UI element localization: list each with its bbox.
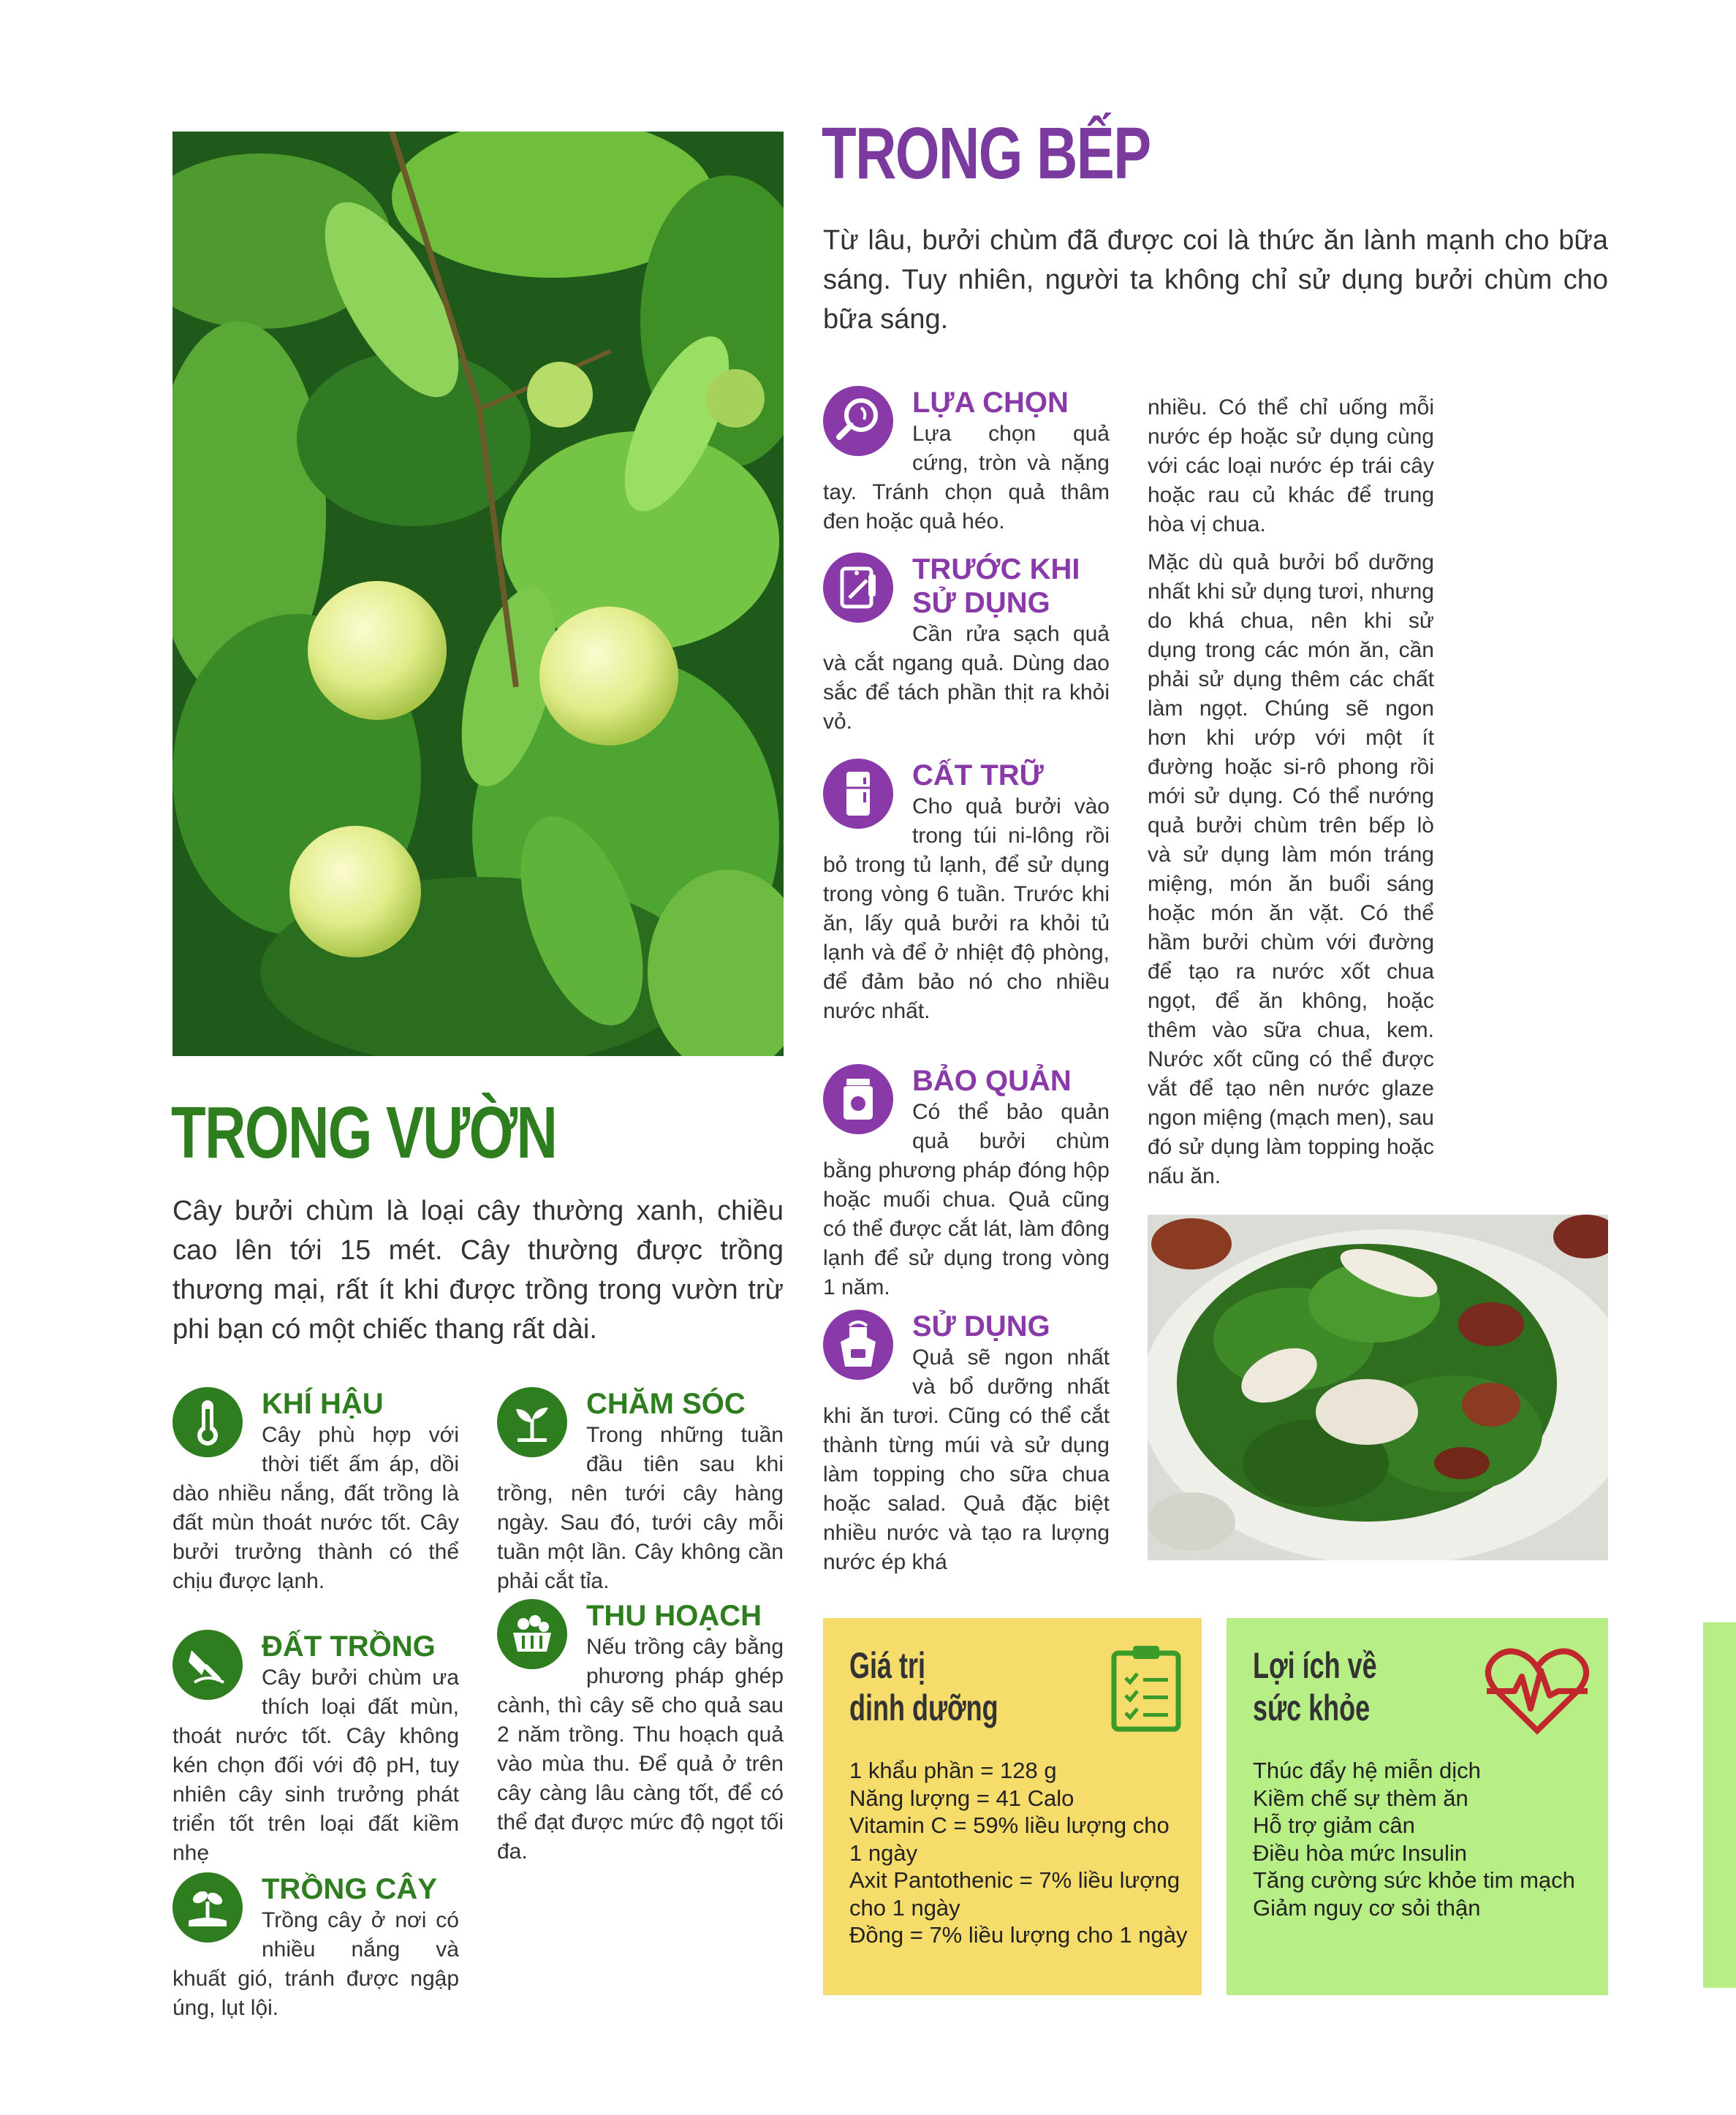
grapefruit-salad-photo xyxy=(1148,1215,1608,1560)
garden-section-text: Cây bưởi chùm ưa thích loại đất mùn, thoát nước tốt. Cây không kén chọn đối với độ pH, tuy nhiên cây sinh trưởng phát triển tốt trên loại đất kiềm nhẹ xyxy=(173,1666,459,1865)
garden-section-text: Trồng cây ở nơi có nhiều nắng và khuất gió, tránh được ngập úng, lụt lội. xyxy=(173,1908,459,2020)
kitchen-section-text: Cần rửa sạch quả và cắt ngang quả. Dùng dao sắc để tách phần thịt ra khỏi vỏ. xyxy=(823,622,1110,734)
nutrition-title-line2: dinh dưỡng xyxy=(849,1687,998,1728)
health-line: Điều hòa mức Insulin xyxy=(1253,1839,1468,1866)
health-line: Thúc đẩy hệ miễn dịch xyxy=(1253,1758,1481,1783)
kitchen-intro: Từ lâu, bưởi chùm đã được coi là thức ăn lành mạnh cho bữa sáng. Tuy nhiên, người ta không chỉ sử dụng bưởi chùm cho bữa sáng. xyxy=(823,225,1608,335)
nutrition-lines xyxy=(849,1757,1193,1949)
health-box xyxy=(1227,1618,1608,1995)
health-title-line2: sức khỏe xyxy=(1253,1687,1371,1728)
health-line: Tăng cường sức khỏe tim mạch xyxy=(1253,1867,1575,1893)
magnifier-icon xyxy=(823,386,905,468)
kitchen-section-storage xyxy=(823,759,1110,1026)
garden-section-title: THU HOẠCH xyxy=(586,1600,762,1632)
heart-pulse-icon xyxy=(1482,1644,1592,1743)
kitchen-section-title: LỰA CHỌN xyxy=(912,387,1069,419)
kitchen-section-text: Quả sẽ ngon nhất và bổ dưỡng nhất khi ăn tươi. Cũng có thể cắt thành từng múi và sử dụng làm topping cho sữa chua hoặc salad. Quả đặc biệt nhiều nước và tạo ra lượng nước ép khá xyxy=(823,1345,1110,1574)
health-line: Kiềm chế sự thèm ăn xyxy=(1253,1785,1468,1811)
thermometer-icon xyxy=(173,1387,254,1469)
kitchen-continued-text-1: nhiều. Có thể chỉ uống mỗi nước ép hoặc sử dụng cùng với các loại nước ép trái cây hoặc rau củ khác để trung hòa vị chua. xyxy=(1148,395,1434,536)
nutrition-line: 1 ngày xyxy=(849,1839,918,1866)
nutrition-line: cho 1 ngày xyxy=(849,1894,960,1921)
health-line: Giảm nguy cơ sỏi thận xyxy=(1253,1894,1481,1921)
garden-section-text: Cây phù hợp với thời tiết ấm áp, dồi dào nhiều nắng, đất trồng là đất mùn thoát nước tốt. Cây bưởi trưởng thành có thể chịu được lạnh. xyxy=(173,1423,459,1593)
garden-intro: Cây bưởi chùm là loại cây thường xanh, chiều cao lên tới 15 mét. Cây thường được trồng thương mại, rất ít khi được trồng trong vườn trừ phi bạn có một chiếc thang rất dài. xyxy=(173,1196,784,1345)
next-page-edge xyxy=(1703,1622,1736,1988)
kitchen-continued-text-2: Mặc dù quả bưởi bổ dưỡng nhất khi sử dụng tươi, nhưng do khá chua, nên khi sử dụng trong các món ăn, cần phải sử dụng thêm các chất làm ngọt. Chúng sẽ ngon hơn khi ướp với một ít đường hoặc si-rô phong rồi mới sử dụng. Có thể nướng quả bưởi chùm trên bếp lò và sử dụng làm món tráng miệng, món ăn buổi sáng hoặc món ăn vặt. Có thể hầm bưởi chùm với đường để tạo ra nước xốt chua ngọt, để ăn không, hoặc thêm vào sữa chua, kem. Nước xốt cũng có thể được vắt để tạo nên nước glaze ngon miệng (mạch men), sau đó sử dụng làm topping hoặc nấu ăn. xyxy=(1148,550,1434,1188)
garden-section-title: KHÍ HẬU xyxy=(262,1388,384,1420)
nutrition-line: Đồng = 7% liều lượng cho 1 ngày xyxy=(849,1922,1188,1948)
kitchen-section-selection xyxy=(823,386,1110,536)
kitchen-title: TRONG BẾP xyxy=(822,113,1151,194)
fridge-icon xyxy=(823,759,905,840)
garden-title: TRONG VƯỜN xyxy=(171,1092,557,1174)
kitchen-section-title: CẤT TRỮ xyxy=(912,759,1044,791)
clipboard-checklist-icon xyxy=(1110,1641,1183,1737)
basket-icon xyxy=(497,1599,579,1681)
health-line: Hỗ trợ giảm cân xyxy=(1253,1812,1415,1838)
seedling-hand-icon xyxy=(173,1872,254,1954)
kitchen-section-text: Cho quả bưởi vào trong túi ni-lông rồi bỏ trong tủ lạnh, để sử dụng trong vòng 6 tuần. Trước khi ăn, lấy quả bưởi ra khỏi tủ lạnh và để ở nhiệt độ phòng, để đảm bảo nó cho nhiều nước nhất. xyxy=(823,794,1110,1023)
garden-section-title: ĐẤT TRỒNG xyxy=(262,1630,436,1663)
kitchen-section-before-use xyxy=(823,553,1110,737)
garden-section-harvest xyxy=(497,1599,784,1867)
nutrition-title-line1: Giá trị xyxy=(849,1645,926,1686)
cutting-board-icon xyxy=(823,553,905,634)
jar-icon xyxy=(823,1064,905,1146)
nutrition-line: 1 khẩu phần = 128 g xyxy=(849,1758,1057,1783)
garden-section-care xyxy=(497,1387,784,1596)
kitchen-section-text: Lựa chọn quả cứng, tròn và nặng tay. Tránh chọn quả thâm đen hoặc quả héo. xyxy=(823,422,1110,534)
kitchen-section-usage xyxy=(823,1310,1110,1577)
health-title-line1: Lợi ích về xyxy=(1253,1645,1377,1686)
kitchen-section-title: TRƯỚC KHI SỬ DỤNG xyxy=(912,553,1080,619)
garden-section-planting xyxy=(173,1872,459,2023)
apron-icon xyxy=(823,1310,905,1391)
trowel-icon xyxy=(173,1630,254,1712)
nutrition-line: Vitamin C = 59% liều lượng cho xyxy=(849,1812,1170,1838)
garden-section-soil xyxy=(173,1630,459,1868)
nutrition-line: Axit Pantothenic = 7% liều lượng xyxy=(849,1867,1180,1893)
kitchen-section-title: BẢO QUẢN xyxy=(912,1065,1072,1097)
kitchen-section-title: SỬ DỤNG xyxy=(912,1310,1050,1343)
nutrition-box xyxy=(823,1618,1202,1995)
garden-section-title: TRỒNG CÂY xyxy=(262,1873,437,1905)
sprout-icon xyxy=(497,1387,579,1469)
health-lines xyxy=(1253,1757,1596,1921)
garden-section-climate xyxy=(173,1387,459,1596)
kitchen-section-preserve xyxy=(823,1064,1110,1302)
grapefruit-tree-photo xyxy=(173,132,784,1056)
garden-section-title: CHĂM SÓC xyxy=(586,1388,746,1420)
garden-section-text: Trong những tuần đầu tiên sau khi trồng, nên tưới cây hàng ngày. Sau đó, tưới cây mỗi tuần một lần. Cây không cần phải cắt tỉa. xyxy=(497,1423,784,1593)
nutrition-line: Năng lượng = 41 Calo xyxy=(849,1785,1074,1811)
kitchen-section-text: Có thể bảo quản quả bưởi chùm bằng phương pháp đóng hộp hoặc muối chua. Quả cũng có thể được cắt lát, làm đông lạnh để sử dụng trong vòng 1 năm. xyxy=(823,1100,1110,1299)
garden-section-text: Nếu trồng cây bằng phương pháp ghép cành, thì cây sẽ cho quả sau 2 năm trồng. Thu hoạch quả vào mùa thu. Để quả ở trên cây càng lâu càng tốt, để có thể đạt được mức độ ngọt tối đa. xyxy=(497,1635,784,1864)
